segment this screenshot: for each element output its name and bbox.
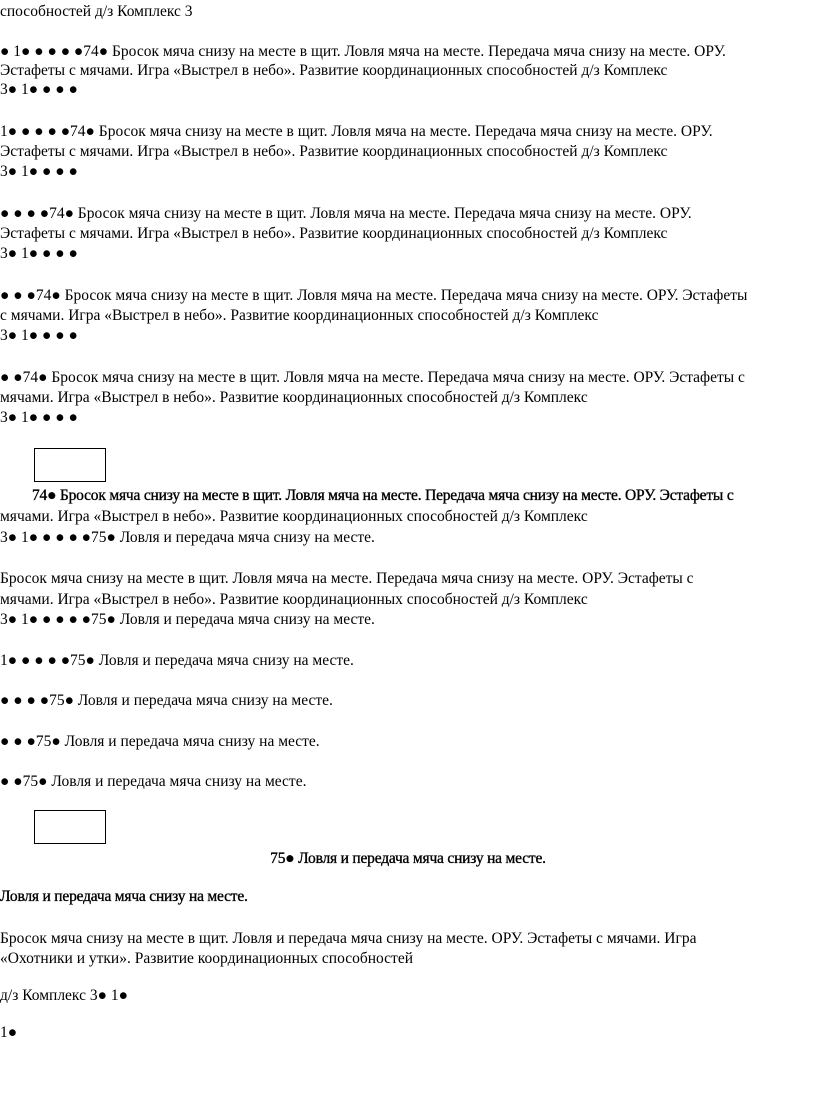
empty-box: [34, 448, 106, 482]
text-line: 1●: [0, 1024, 18, 1041]
text-line: ● 1● ● ● ● ●74● Бросок мяча снизу на месте в щит. Ловля мяча на месте. Передача мяча снизу на месте. ОРУ.: [0, 43, 726, 60]
text-line: Эстафеты с мячами. Игра «Выстрел в небо». Развитие координационных способностей д/з Комплекс: [0, 225, 668, 242]
text-line: 3● 1● ● ● ● ●75● Ловля и передача мяча снизу на месте.: [0, 611, 375, 628]
text-line: мячами. Игра «Выстрел в небо». Развитие координационных способностей д/з Комплекс: [0, 591, 588, 608]
text-line: 1● ● ● ● ●74● Бросок мяча снизу на месте в щит. Ловля мяча на месте. Передача мяча снизу на месте. ОРУ.: [0, 123, 713, 140]
text-line: с мячами. Игра «Выстрел в небо». Развитие координационных способностей д/з Комплекс: [0, 307, 599, 324]
text-line: Бросок мяча снизу на месте в щит. Ловля мяча на месте. Передача мяча снизу на месте. ОРУ. Эстафеты с: [0, 570, 694, 587]
text-line: способностей д/з Комплекс 3: [0, 3, 193, 20]
text-line: ● ●74● Бросок мяча снизу на месте в щит. Ловля мяча на месте. Передача мяча снизу на месте. ОРУ. Эстафеты с: [0, 369, 745, 386]
text-line: д/з Комплекс 3● 1●: [0, 987, 128, 1004]
empty-box: [34, 810, 106, 844]
text-line: 3● 1● ● ● ●: [0, 163, 78, 180]
text-line: 3● 1● ● ● ●: [0, 409, 78, 426]
text-line: 74● Бросок мяча снизу на месте в щит. Ловля мяча на месте. Передача мяча снизу на месте. ОРУ. Эстафеты с: [32, 487, 734, 504]
text-line: мячами. Игра «Выстрел в небо». Развитие координационных способностей д/з Комплекс: [0, 508, 588, 525]
text-line: Эстафеты с мячами. Игра «Выстрел в небо». Развитие координационных способностей д/з Комплекс: [0, 143, 668, 160]
text-line: ● ● ●75● Ловля и передача мяча снизу на месте.: [0, 733, 320, 750]
text-line: ● ● ● ●74● Бросок мяча снизу на месте в щит. Ловля мяча на месте. Передача мяча снизу на месте. ОРУ.: [0, 205, 692, 222]
text-line: мячами. Игра «Выстрел в небо». Развитие координационных способностей д/з Комплекс: [0, 389, 588, 406]
text-line: 3● 1● ● ● ●: [0, 327, 78, 344]
text-line: Бросок мяча снизу на месте в щит. Ловля и передача мяча снизу на месте. ОРУ. Эстафеты с мячами. Игра: [0, 930, 697, 947]
text-line: 3● 1● ● ● ● ●75● Ловля и передача мяча снизу на месте.: [0, 529, 375, 546]
text-line: 3● 1● ● ● ●: [0, 245, 78, 262]
text-line: «Охотники и утки». Развитие координационных способностей: [0, 950, 413, 967]
text-line: Эстафеты с мячами. Игра «Выстрел в небо». Развитие координационных способностей д/з Комплекс: [0, 62, 668, 79]
text-line: 3● 1● ● ● ●: [0, 81, 78, 98]
text-line: 75● Ловля и передача мяча снизу на месте.: [270, 850, 546, 867]
text-line: ● ● ● ●75● Ловля и передача мяча снизу на месте.: [0, 692, 333, 709]
text-line: 1● ● ● ● ●75● Ловля и передача мяча снизу на месте.: [0, 652, 354, 669]
text-line: Ловля и передача мяча снизу на месте.: [0, 888, 248, 905]
text-line: ● ●75● Ловля и передача мяча снизу на месте.: [0, 773, 307, 790]
text-line: ● ● ●74● Бросок мяча снизу на месте в щит. Ловля мяча на месте. Передача мяча снизу на месте. ОРУ. Эстафеты: [0, 287, 748, 304]
